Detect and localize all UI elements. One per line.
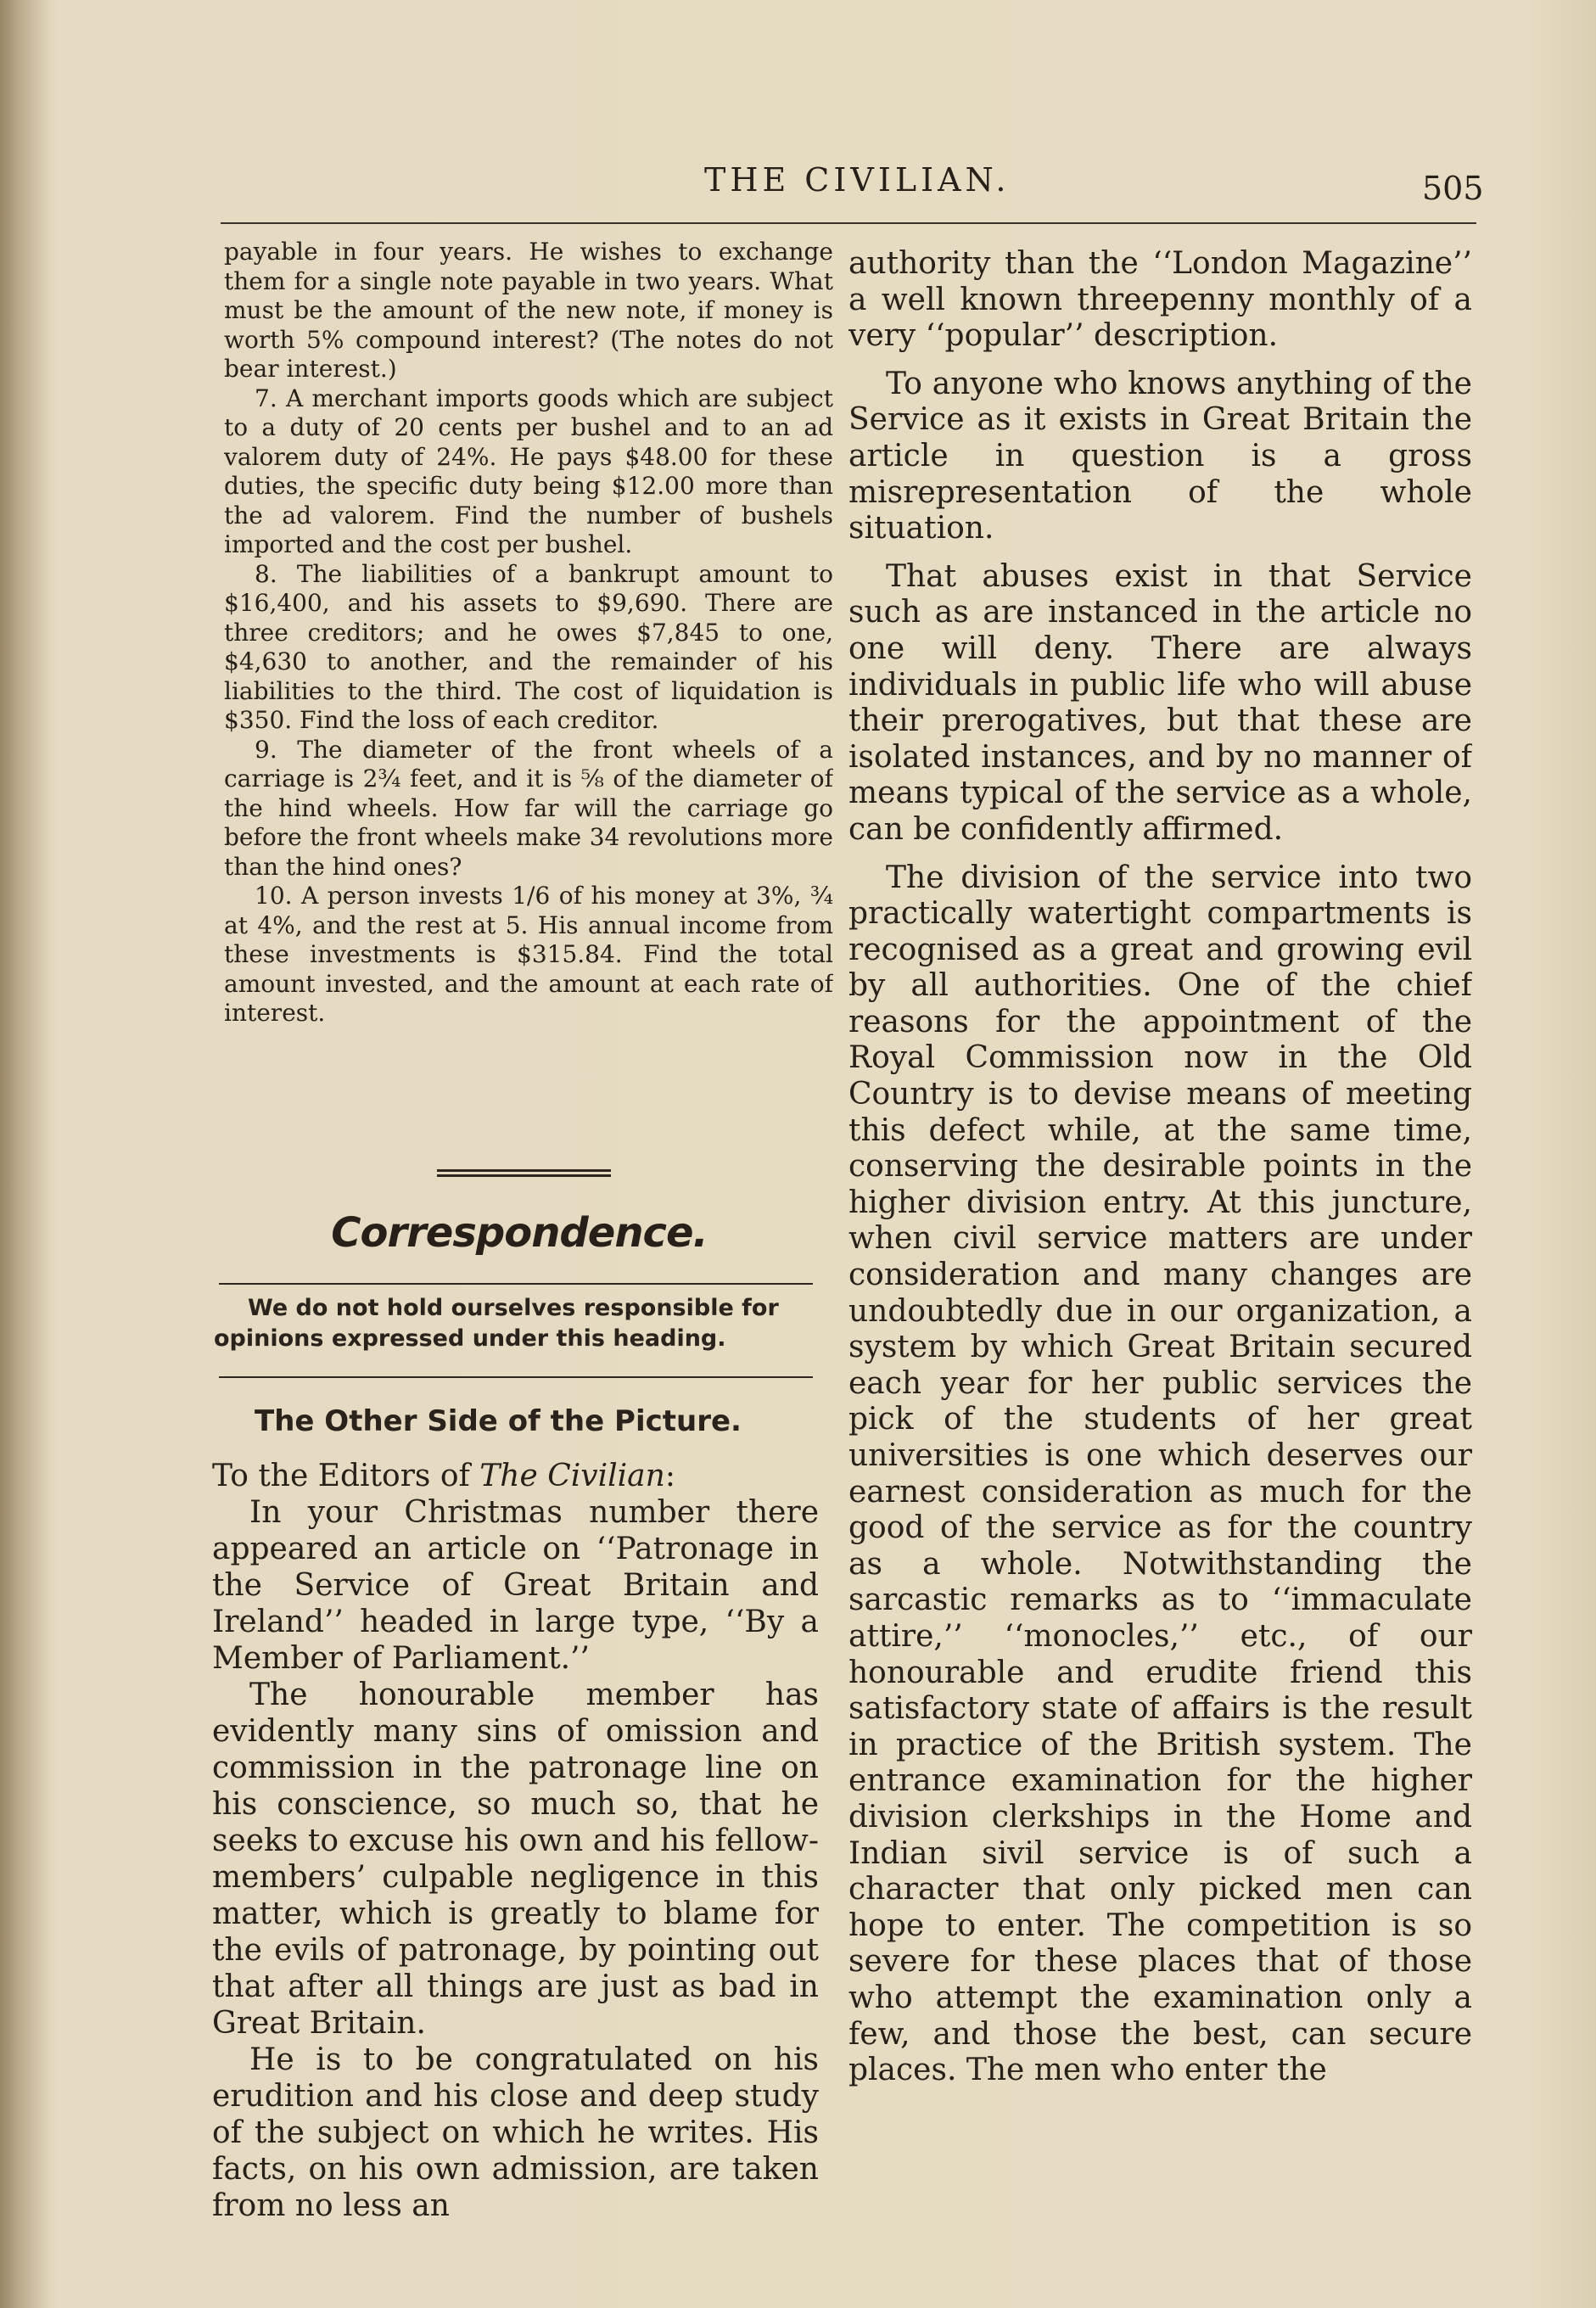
letter-right-column	[848, 246, 1472, 2101]
salutation	[212, 1458, 819, 1494]
letter-continuation: authority than the ‘‘London Magazine’’ a well known threepenny monthly of a very ‘‘popular’’ description.	[848, 246, 1472, 354]
problem-7: 7. A merchant imports goods which are subject to a duty of 20 cents per bushel and to an ad valorem duty of 24%. He pays $48.00 for these duties, the specific duty being $12.00 more than the ad valorem. Find the number of bushels imported and the cost per bushel.	[224, 384, 833, 558]
letter-paragraph: To anyone who knows anything of the Service as it exists in Great Britain the article in question is a gross misrepresentation of the whole situation.	[848, 366, 1472, 546]
salutation-prefix: To the Editors of	[212, 1459, 480, 1493]
binding-shadow	[0, 0, 51, 2308]
heading-rule-top	[219, 1283, 813, 1285]
disclaimer-note: We do not hold ourselves responsible for opinions expressed under this heading.	[214, 1295, 779, 1352]
problem-9: 9. The diameter of the front wheels of a carriage is 2¾ feet, and it is ⅝ of the diameter of the hind wheels. How far will the carriage go before the front wheels make 34 revolutions more than the hind ones?	[224, 735, 833, 881]
section-heading: Correspondence.	[331, 1209, 708, 1257]
journal-name: The Civilian	[479, 1459, 665, 1493]
letter-paragraph: He is to be congratulated on his erudition and his close and deep study of the subject on which he writes. His facts, on his own admission, are taken from no less an	[212, 2042, 819, 2223]
problem-6-continuation: payable in four years. He wishes to exchange them for a single note payable in two years. What must be the amount of the new note, if money is worth 5% compound interest? (The notes do not bear interest.)	[224, 238, 833, 383]
problem-8: 8. The liabilities of a bankrupt amount to $16,400, and his assets to $9,690. There are three creditors; and he owes $7,845 to one, $4,630 to another, and the remainder of his liabilities to the third. The cost of liquidation is $350. Find the loss of each creditor.	[224, 559, 833, 734]
page-number: 505	[1422, 170, 1484, 207]
math-problems-column	[224, 238, 833, 1028]
header-rule	[221, 222, 1476, 224]
salutation-suffix: :	[664, 1459, 675, 1493]
running-head: THE CIVILIAN.	[704, 161, 1011, 199]
letter-paragraph: The honourable member has evidently many sins of omission and commission in the patronage line on his conscience, so much so, that he seeks to excuse his own and his fellow-members’ culpable negligence in this matter, which is greatly to blame for the evils of patronage, by pointing out that after all things are just as bad in Great Britain.	[212, 1678, 819, 2041]
letter-paragraph: That abuses exist in that Service such as are instanced in the article no one will deny. There are always individuals in public life who will abuse their prerogatives, but that these are isolated instances, and by no manner of means typical of the service as a whole, can be confidently affirmed.	[848, 558, 1472, 847]
letter-paragraph: In your Christmas number there appeared an article on ‘‘Patronage in the Service of Great Britain and Ireland’’ headed in large type, ‘‘By a Member of Parliament.’’	[212, 1495, 819, 1676]
problem-10: 10. A person invests 1/6 of his money at 3%, ¾ at 4%, and the rest at 5. His annual income from these investments is $315.84. Find the total amount invested, and the amount at each rate of interest.	[224, 882, 833, 1027]
heading-rule-bottom	[219, 1376, 813, 1378]
article-title: The Other Side of the Picture.	[255, 1404, 742, 1438]
letter-paragraph: The division of the service into two practically watertight compartments is recognised as a great and growing evil by all authorities. One of the chief reasons for the appointment of the Royal Commission now in the Old Country is to devise means of meeting this defect while, at the same time, conserving the desirable points in the higher division entry. At this juncture, when civil service matters are under consideration and many changes are undoubtedly due in our organization, a system by which Great Britain secured each year for her public services the pick of the students of her great universities is one which deserves our earnest consideration as much for the good of the service as for the country as a whole. Notwithstanding the sarcastic remarks as to ‘‘immaculate attire,’’ ‘‘monocles,’’ etc., of our honourable and erudite friend this satisfactory state of affairs is the result in practice of the British system. The entrance examination for the higher division clerkships in the Home and Indian sivil service is of such a character that only picked men can hope to enter. The competition is so severe for these places that of those who attempt the examination only a few, and those the best, can secure places. The men who enter the	[848, 860, 1472, 2088]
section-divider	[437, 1169, 611, 1177]
letter-left-column	[212, 1458, 819, 2224]
